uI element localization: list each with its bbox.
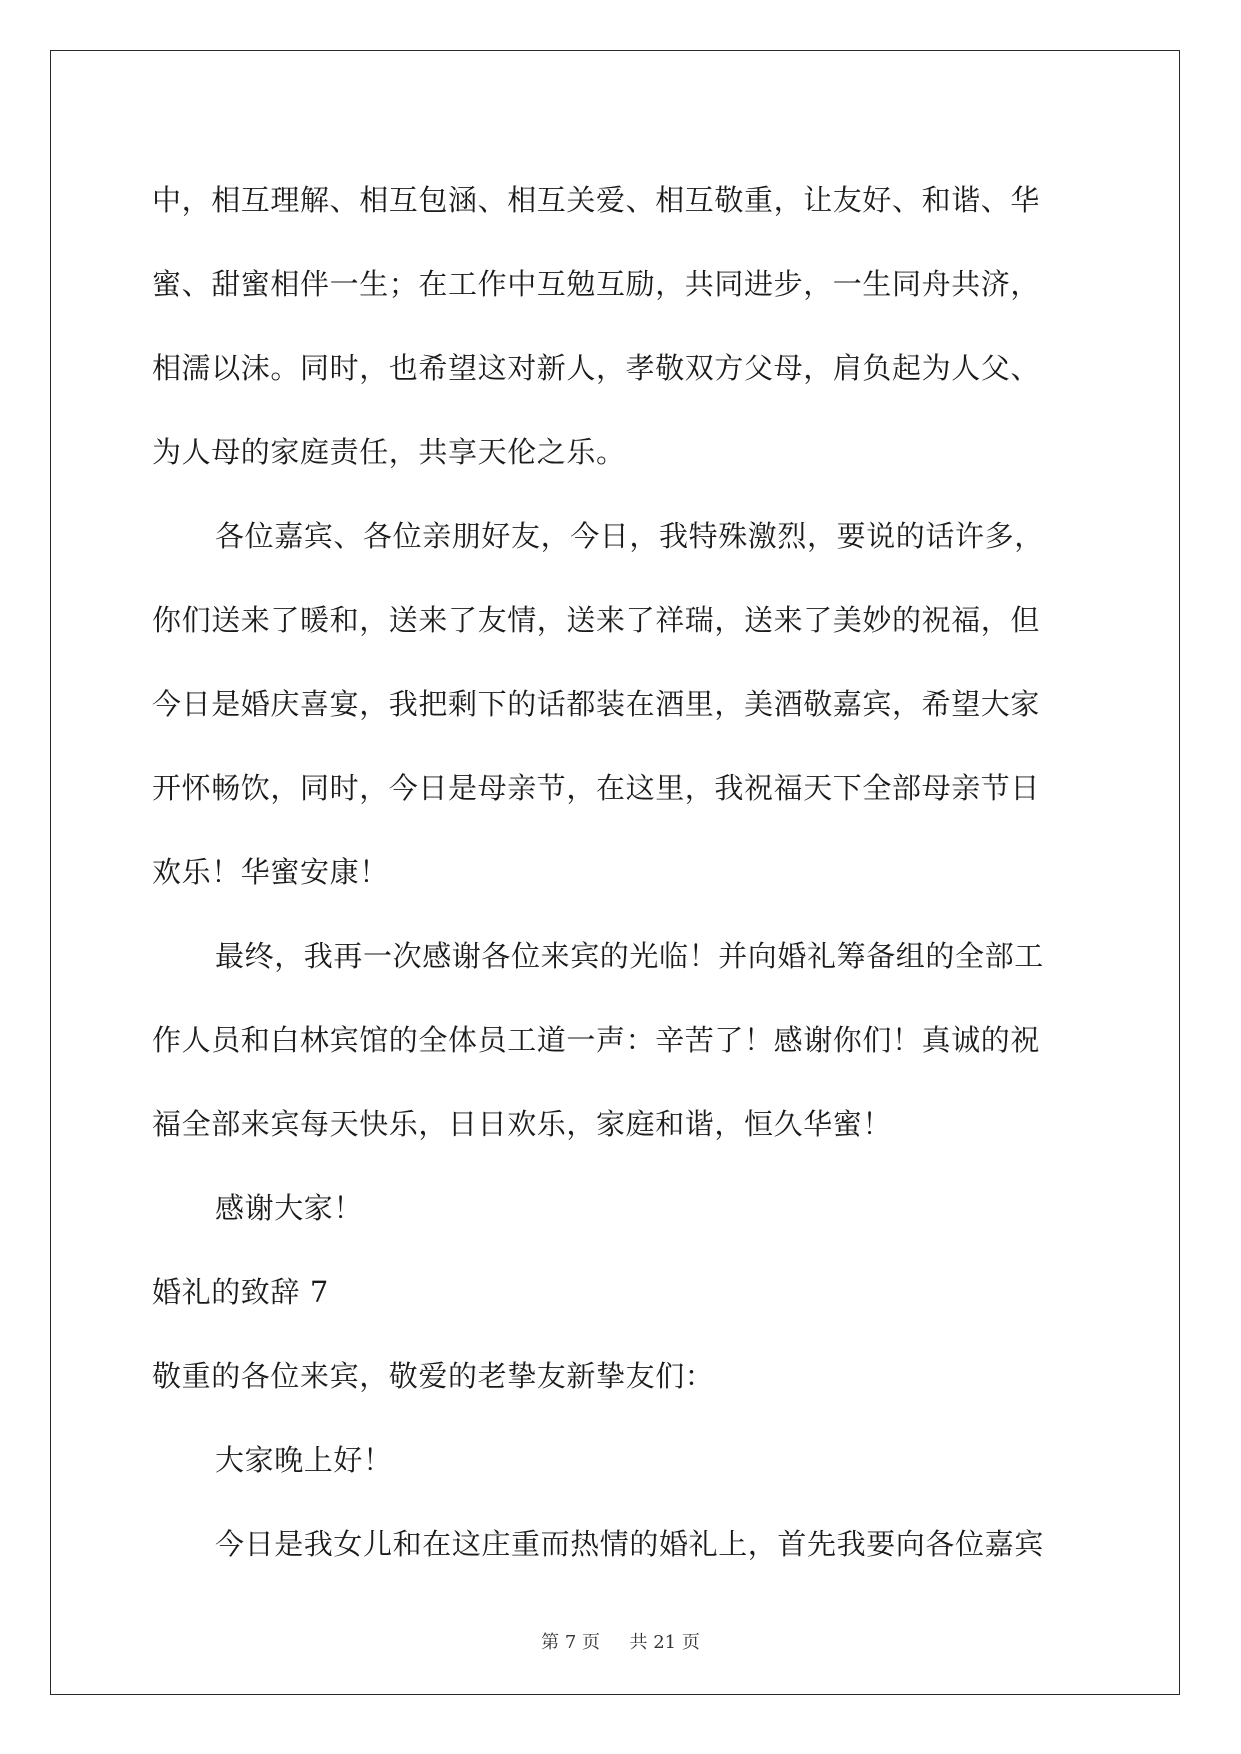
text-line: 相濡以沫。同时，也希望这对新人，孝敬双方父母，肩负起为人父、 bbox=[152, 351, 1041, 385]
text-line: 为人母的家庭责任，共享天伦之乐。 bbox=[152, 435, 626, 469]
text-line: 福全部来宾每天快乐，日日欢乐，家庭和谐，恒久华蜜！ bbox=[152, 1107, 893, 1141]
text-line: 作人员和白林宾馆的全体员工道一声：辛苦了！感谢你们！真诚的祝 bbox=[152, 1023, 1041, 1057]
salutation-line: 敬重的各位来宾，敬爱的老挚友新挚友们： bbox=[152, 1359, 715, 1393]
paragraph-start-line: 各位嘉宾、各位亲朋好友，今日，我特殊激烈，要说的话许多， bbox=[215, 519, 1044, 553]
text-line: 蜜、甜蜜相伴一生；在工作中互勉互励，共同进步，一生同舟共济， bbox=[152, 267, 1041, 301]
page-footer bbox=[0, 1628, 1241, 1654]
paragraph-start-line: 最终，我再一次感谢各位来宾的光临！并向婚礼筹备组的全部工 bbox=[215, 939, 1044, 973]
paragraph-start-line: 今日是我女儿和在这庄重而热情的婚礼上，首先我要向各位嘉宾 bbox=[215, 1527, 1044, 1561]
text-line: 欢乐！华蜜安康！ bbox=[152, 855, 389, 889]
page-total: 共 21 页 bbox=[629, 1632, 700, 1653]
paragraph-start-line: 感谢大家！ bbox=[215, 1191, 364, 1225]
document-body bbox=[152, 158, 1087, 1586]
page-number: 第 7 页 bbox=[541, 1632, 601, 1653]
text-line: 开怀畅饮，同时，今日是母亲节，在这里，我祝福天下全部母亲节日 bbox=[152, 771, 1041, 805]
section-heading: 婚礼的致辞 7 bbox=[152, 1275, 329, 1309]
text-line: 你们送来了暖和，送来了友情，送来了祥瑞，送来了美妙的祝福，但 bbox=[152, 603, 1041, 637]
text-line: 中，相互理解、相互包涵、相互关爱、相互敬重，让友好、和谐、华 bbox=[152, 183, 1041, 217]
greeting-line: 大家晚上好！ bbox=[215, 1443, 393, 1477]
text-line: 今日是婚庆喜宴，我把剩下的话都装在酒里，美酒敬嘉宾，希望大家 bbox=[152, 687, 1041, 721]
